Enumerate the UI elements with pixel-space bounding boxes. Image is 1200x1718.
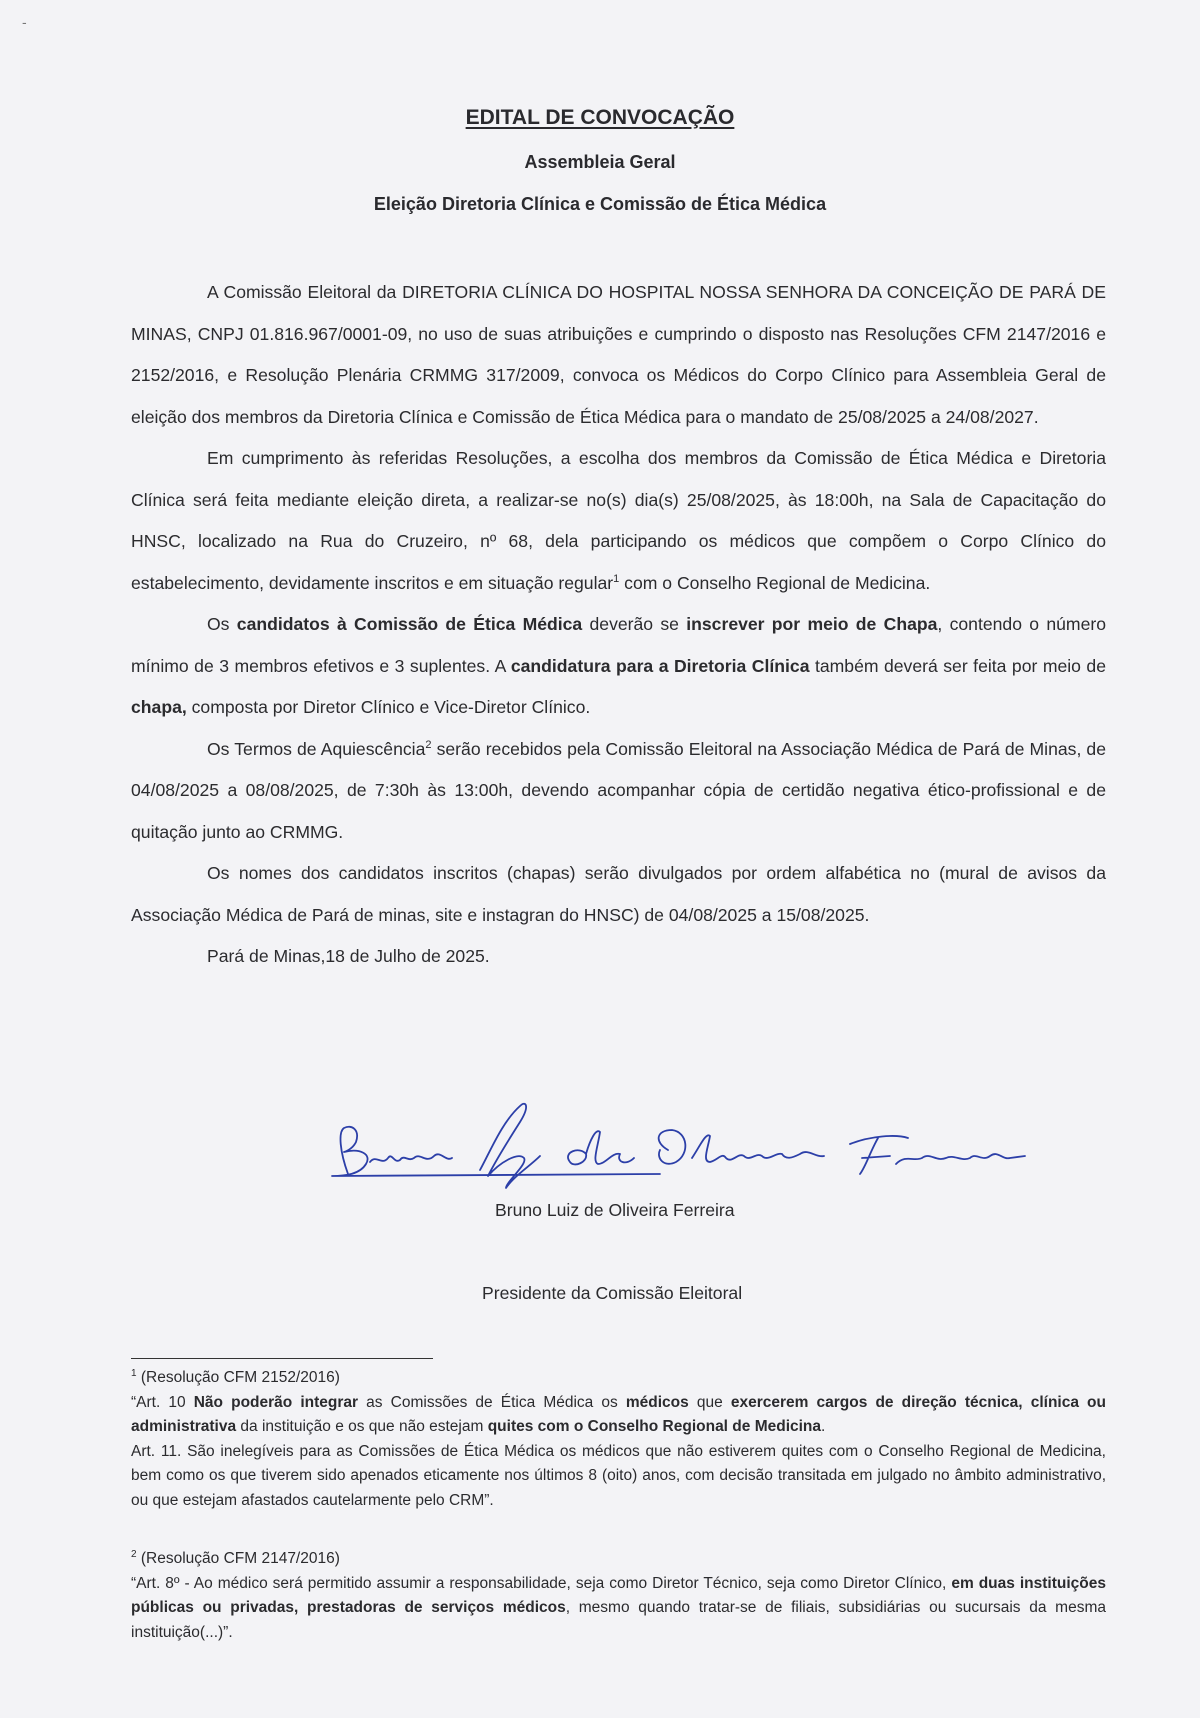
signature-stroke-de [568, 1131, 634, 1164]
footnote-1 [131, 1366, 1106, 1513]
footnote-ref-2: 2 [425, 738, 432, 751]
handwritten-signature [330, 1092, 1030, 1192]
signature-stroke-runo [370, 1154, 452, 1162]
paragraph-terms: Os Termos de Aquiescência$^2$ serão recebidos pela Comissão Eleitoral na Associação Médica de Pará de Minas, de 04/08/2025 a 08/08/2025, de 7:30h às 13:00h, devendo acompanhar cópia de certidão negativa ético-profissional e de quitação junto ao CRMMG. [131, 738, 1106, 842]
footnote-1-art11: Art. 11. São inelegíveis para as Comissões de Ética Médica os médicos que não estiverem quites com o Conselho Regional de Medicina, bem como os que tiverem sido apenados eticamente nos últimos 8 (oito) anos, com decisão transitada em julgado no âmbito administrativo, ou que estejam afastados cautelarmente pelo CRM”. [131, 1442, 1106, 1509]
paragraph-election-details: Em cumprimento às referidas Resoluções, a escolha dos membros da Comissão de Ética Médica e Diretoria Clínica será feita mediante eleição direta, a realizar-se no(s) dia(s) 25/08/2025, às 18:00h, na Sala de Capacitação do HNSC, localizado na Rua do Cruzeiro, nº 68, dela participando os médicos que compõem o Corpo Clínico do estabelecimento, devidamente inscritos e em situação regular$^1$ com o Conselho Regional de Medicina. [131, 448, 1106, 593]
footnote-2 [131, 1547, 1106, 1645]
signer-name: Bruno Luiz de Oliveira Ferreira [495, 1200, 735, 1220]
signature-stroke-oliveira [659, 1130, 824, 1164]
document-title: EDITAL DE CONVOCAÇÃO [465, 106, 735, 129]
paragraph-convocation: A Comissão Eleitoral da DIRETORIA CLÍNICA DO HOSPITAL NOSSA SENHORA DA CONCEIÇÃO DE PARÁ DE MINAS, CNPJ 01.816.967/0001-09, no uso de suas atribuições e cumprindo o disposto nas Resoluções CFM 2147/2016 e 2152/2016, e Resolução Plenária CRMMG 317/2009, convoca os Médicos do Corpo Clínico para Assembleia Geral de eleição dos membros da Diretoria Clínica e Comissão de Ética Médica para o mandato de 25/08/2025 a 24/08/2027. [131, 282, 1106, 427]
paragraph-publication: Os nomes dos candidatos inscritos (chapas) serão divulgados por ordem alfabética no (mural de avisos da Associação Médica de Pará de minas, site e instagran do HNSC) de 04/08/2025 a 15/08/2025. [131, 863, 1106, 925]
footnote-1-source: $^1$ (Resolução CFM 2152/2016) [131, 1367, 340, 1386]
footnote-ref-1: 1 [613, 572, 620, 585]
document-body [131, 272, 1106, 978]
footnote-divider [131, 1358, 433, 1359]
document-subtitle-election: Eleição Diretoria Clínica e Comissão de Ética Médica [373, 194, 827, 214]
signer-role: Presidente da Comissão Eleitoral [482, 1283, 743, 1303]
scan-mark: - [22, 14, 27, 30]
footnote-1-art10: “Art. 10 Não poderão integrar as Comissões de Ética Médica os médicos que exercerem cargos de direção técnica, clínica ou administrativa da instituição e os que não estejam quites com o Conselho Regional de Medicina. [131, 1393, 1106, 1435]
footnote-2-source: $^2$ (Resolução CFM 2147/2016) [131, 1548, 340, 1567]
document-subtitle: Assembleia Geral [524, 152, 676, 172]
paragraph-candidates: Os candidatos à Comissão de Ética Médica deverão se inscrever por meio de Chapa, contendo o número mínimo de 3 membros efetivos e 3 suplentes. A candidatura para a Diretoria Clínica também deverá ser feita por meio de chapa, composta por Diretor Clínico e Vice-Diretor Clínico. [131, 614, 1107, 717]
signature-stroke-ferreira [850, 1136, 1025, 1174]
footnote-2-art8: “Art. 8º - Ao médico será permitido assumir a responsabilidade, seja como Diretor Técnico, seja como Diretor Clínico, em duas instituições públicas ou privadas, prestadoras de serviços médicos, mesmo quando tratar-se de filiais, subsidiárias ou sucursais da mesma instituição(...)”. [131, 1574, 1106, 1641]
document-date: Pará de Minas,18 de Julho de 2025. [207, 946, 490, 966]
